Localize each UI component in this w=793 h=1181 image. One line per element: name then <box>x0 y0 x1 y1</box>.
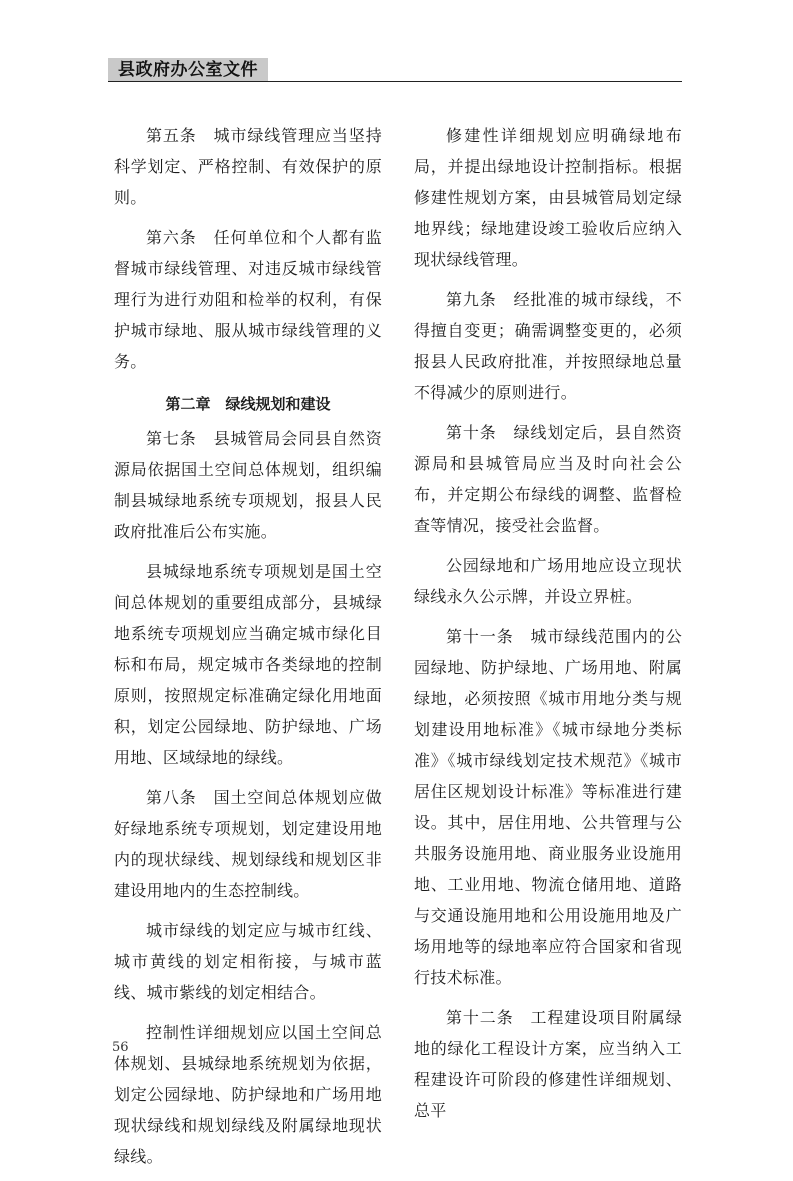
article-paragraph: 第十一条 城市绿线范围内的公园绿地、防护绿地、广场用地、附属绿地，必须按照《城市用地分类与规划建设用地标准》《城市绿地分类标准》《城市绿线划定技术规范》《城市居住区规划设计标准》等标准进行建设。其中，居住用地、公共管理与公共服务设施用地、商业服务业设施用地、工业用地、物流仓储用地、道路与交通设施用地和公用设施用地及广场用地等的绿地率应符合国家和省现行技术标准。 <box>414 627 682 987</box>
article-paragraph: 城市绿线的划定应与城市红线、城市黄线的划定相衔接，与城市蓝线、城市紫线的划定相结合。 <box>114 921 382 1002</box>
article-paragraph: 第九条 经批准的城市绿线，不得擅自变更；确需调整变更的，必须报县人民政府批准，并按照绿地总量不得减少的原则进行。 <box>414 290 682 402</box>
right-text-column <box>414 120 682 1135</box>
article-paragraph: 第七条 县城管局会同县自然资源局依据国土空间总体规划，组织编制县城绿地系统专项规划，报县人民政府批准后公布实施。 <box>114 429 382 541</box>
article-paragraph: 第十条 绿线划定后，县自然资源局和县城管局应当及时向社会公布，并定期公布绿线的调整、监督检查等情况，接受社会监督。 <box>414 423 682 535</box>
article-paragraph: 公园绿地和广场用地应设立现状绿线永久公示牌，并设立界桩。 <box>414 556 682 606</box>
page-number: 56 <box>112 1040 129 1055</box>
article-paragraph: 县城绿地系统专项规划是国土空间总体规划的重要组成部分，县城绿地系统专项规划应当确定城市绿化目标和布局，规定城市各类绿地的控制原则，按照规定标准确定绿化用地面积，划定公园绿地、防护绿地、广场用地、区域绿地的绿线。 <box>114 562 382 767</box>
document-header-title: 县政府办公室文件 <box>118 60 258 80</box>
article-paragraph: 第五条 城市绿线管理应当坚持科学划定、严格控制、有效保护的原则。 <box>114 126 382 207</box>
article-paragraph: 控制性详细规划应以国土空间总体规划、县城绿地系统规划为依据，划定公园绿地、防护绿地和广场用地现状绿线和规划绿线及附属绿地现状绿线。 <box>114 1023 382 1166</box>
article-paragraph: 修建性详细规划应明确绿地布局，并提出绿地设计控制指标。根据修建性规划方案，由县城管局划定绿地界线；绿地建设竣工验收后应纳入现状绿线管理。 <box>414 126 682 269</box>
article-paragraph: 第十二条 工程建设项目附属绿地的绿化工程设计方案，应当纳入工程建设许可阶段的修建性详细规划、总平 <box>414 1008 682 1120</box>
chapter-heading: 第二章 绿线规划和建设 <box>165 395 331 413</box>
document-header-tab <box>108 58 268 82</box>
article-paragraph: 第六条 任何单位和个人都有监督城市绿线管理、对违反城市绿线管理行为进行劝阻和检举的权利，有保护城市绿地、服从城市绿线管理的义务。 <box>114 228 382 371</box>
left-text-column <box>114 120 382 1181</box>
header-rule <box>108 81 682 82</box>
article-paragraph: 第八条 国土空间总体规划应做好绿地系统专项规划，划定建设用地内的现状绿线、规划绿线和规划区非建设用地内的生态控制线。 <box>114 788 382 900</box>
